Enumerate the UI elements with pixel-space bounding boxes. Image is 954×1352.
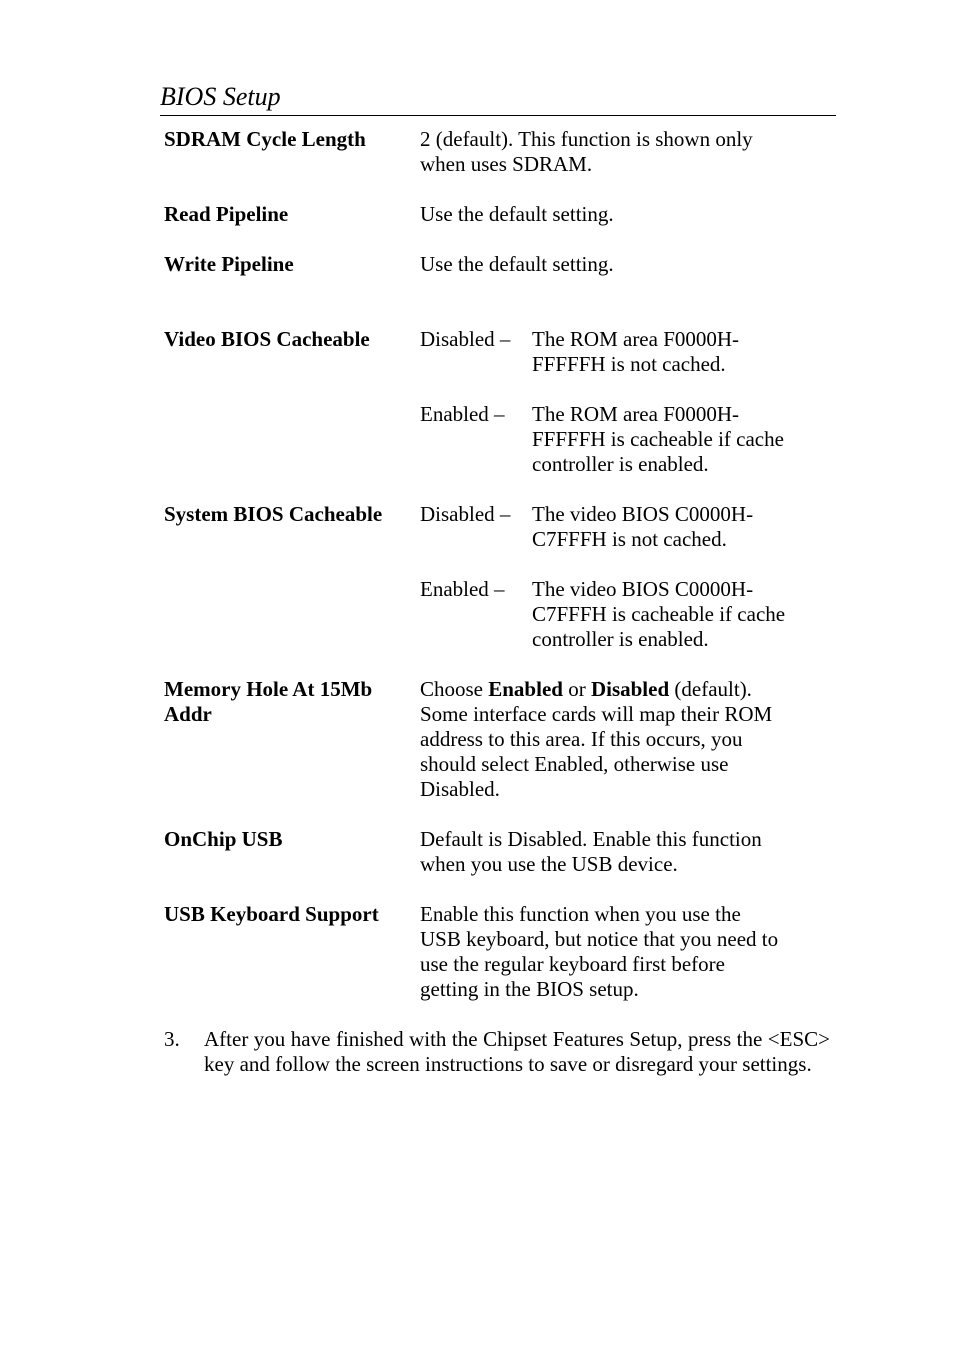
- step-number: 3.: [164, 1027, 180, 1051]
- description-line: controller is enabled.: [532, 627, 709, 651]
- setting-label: Read Pipeline: [164, 202, 289, 226]
- default-text: (default).: [674, 677, 752, 701]
- description-line: The ROM area F0000H-: [532, 327, 740, 351]
- description-line: The video BIOS C0000H-: [532, 577, 754, 601]
- description-line: FFFFFH is cacheable if cache: [532, 427, 784, 451]
- option-key: Enabled –: [420, 402, 505, 426]
- setting-label: OnChip USB: [164, 827, 283, 851]
- setting-description: [420, 677, 820, 802]
- option-description: [532, 327, 822, 377]
- description-line: 2 (default). This function is shown only: [420, 127, 753, 151]
- page-header: [160, 82, 836, 116]
- description-line: should select Enabled, otherwise use: [420, 752, 729, 776]
- description-line: Use the default setting.: [420, 202, 614, 226]
- description-line: when uses SDRAM.: [420, 152, 593, 176]
- setting-description: [420, 127, 820, 177]
- setting-label: Write Pipeline: [164, 252, 294, 276]
- option-key: Disabled –: [420, 327, 511, 351]
- description-line: Disabled.: [420, 777, 500, 801]
- description-line: use the regular keyboard first before: [420, 952, 725, 976]
- option-key: Enabled –: [420, 577, 505, 601]
- setting-description: [420, 827, 820, 877]
- description-line: address to this area. If this occurs, you: [420, 727, 743, 751]
- description-line: The video BIOS C0000H-: [532, 502, 754, 526]
- setting-description: [420, 902, 820, 1002]
- setting-description: [420, 252, 820, 277]
- setting-label: Video BIOS Cacheable: [164, 327, 370, 351]
- setting-label: System BIOS Cacheable: [164, 502, 383, 526]
- description-line: [420, 677, 820, 702]
- description-line: Default is Disabled. Enable this function: [420, 827, 762, 851]
- disabled-word: Disabled: [590, 677, 670, 701]
- option-key: Disabled –: [420, 502, 511, 526]
- description-line: Some interface cards will map their ROM: [420, 702, 773, 726]
- step-text: After you have finished with the Chipset Features Setup, press the <ESC> key and follow the screen instructions to save or disregard your settings.: [204, 1027, 830, 1076]
- page-title: BIOS Setup: [160, 82, 281, 111]
- option-description: [532, 402, 822, 477]
- description-line: Enable this function when you use the: [420, 902, 741, 926]
- description-line: FFFFFH is not cached.: [532, 352, 726, 376]
- choose-text: Choose: [420, 677, 483, 701]
- enabled-word: Enabled: [488, 677, 563, 701]
- setting-label: USB Keyboard Support: [164, 902, 379, 926]
- description-line: Use the default setting.: [420, 252, 614, 276]
- label-line: Addr: [164, 702, 212, 726]
- option-description: [532, 502, 822, 552]
- description-line: C7FFFH is not cached.: [532, 527, 727, 551]
- description-line: The ROM area F0000H-: [532, 402, 740, 426]
- description-line: C7FFFH is cacheable if cache: [532, 602, 786, 626]
- description-line: USB keyboard, but notice that you need to: [420, 927, 779, 951]
- label-line: Memory Hole At 15Mb: [164, 677, 373, 701]
- or-text: or: [568, 677, 586, 701]
- option-description: [532, 577, 822, 652]
- description-line: controller is enabled.: [532, 452, 709, 476]
- description-line: when you use the USB device.: [420, 852, 678, 876]
- description-line: getting in the BIOS setup.: [420, 977, 639, 1001]
- setting-label: [164, 677, 414, 727]
- setting-label: SDRAM Cycle Length: [164, 127, 366, 151]
- setting-description: [420, 202, 820, 227]
